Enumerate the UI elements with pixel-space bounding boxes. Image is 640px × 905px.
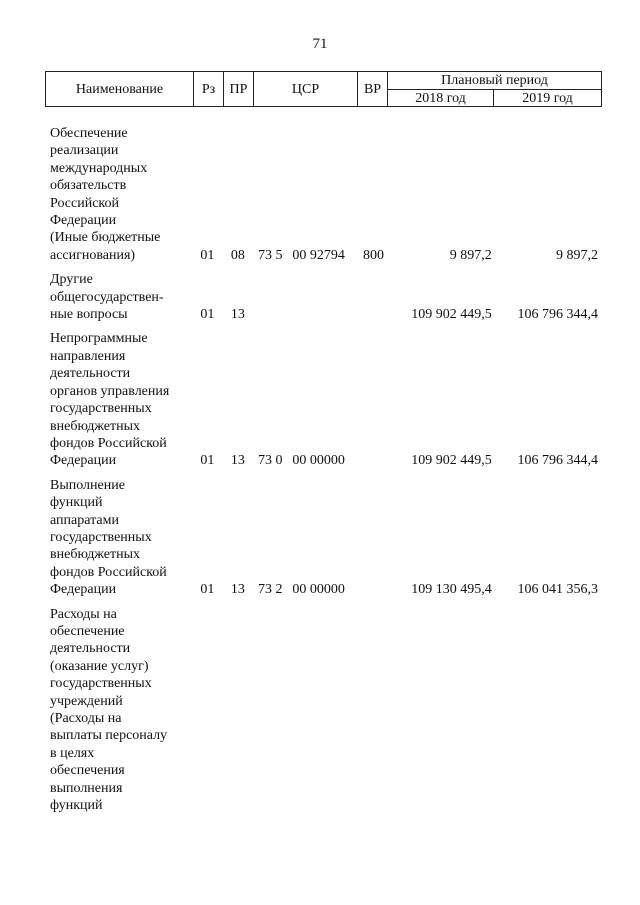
page-number: 71 (312, 36, 328, 52)
row-pr: 08 (230, 247, 245, 263)
row-amount-2019: 106 796 344,4 (517, 307, 598, 323)
row-csr-program: 73 5 (258, 247, 283, 263)
row-csr-program: 73 0 (258, 453, 283, 469)
row-csr-direction: 00 00000 (292, 582, 345, 598)
table-row (45, 477, 601, 599)
row-rz: 01 (200, 247, 215, 263)
row-name: Непрограммные направления деятельности органов управления государственных внебюджетных фондов Российской Федерации (50, 331, 170, 469)
row-csr-direction: 00 92794 (292, 247, 345, 263)
row-rz: 01 (200, 307, 215, 323)
col-header-rz: Рз (194, 72, 224, 107)
table-header (45, 71, 602, 107)
row-amount-2018: 109 902 449,5 (411, 307, 492, 323)
row-vr: 800 (362, 247, 384, 263)
col-header-csr: ЦСР (254, 72, 358, 107)
col-header-pr: ПР (224, 72, 254, 107)
row-rz: 01 (200, 582, 215, 598)
row-name: Обеспечение реализации международных обязательств Российской Федерации (Иные бюджетные ассигнования) (50, 126, 161, 263)
row-amount-2019: 106 796 344,4 (517, 453, 598, 469)
row-amount-2019: 106 041 356,3 (517, 582, 598, 598)
col-header-year-2019: 2019 год (494, 90, 602, 107)
row-name: Расходы на обеспечение деятельности (оказание услуг) государственных учреждений (Расходы на выплаты персоналу в целях обеспечения выполнения функций (50, 606, 168, 814)
table-body (45, 125, 601, 821)
row-amount-2018: 109 902 449,5 (411, 453, 492, 469)
table-row (45, 125, 601, 264)
row-amount-2018: 9 897,2 (449, 247, 492, 263)
row-pr: 13 (230, 307, 245, 323)
row-rz: 01 (200, 453, 215, 469)
col-header-vr: ВР (358, 72, 388, 107)
col-header-planned-period: Плановый период (388, 72, 602, 90)
row-name: Другие общегосударствен- ные вопросы (50, 272, 164, 323)
row-amount-2018: 109 130 495,4 (411, 582, 492, 598)
table-row (45, 606, 601, 815)
row-amount-2019: 9 897,2 (556, 247, 598, 263)
table-row (45, 271, 601, 323)
col-header-year-2018: 2018 год (388, 90, 494, 107)
row-pr: 13 (230, 453, 245, 469)
row-csr-program: 73 2 (258, 582, 283, 598)
row-name: Выполнение функций аппаратами государственных внебюджетных фондов Российской Федерации (50, 477, 167, 598)
table-row (45, 330, 601, 469)
row-csr-direction: 00 00000 (292, 453, 345, 469)
row-pr: 13 (230, 582, 245, 598)
col-header-name: Наименование (46, 72, 194, 107)
